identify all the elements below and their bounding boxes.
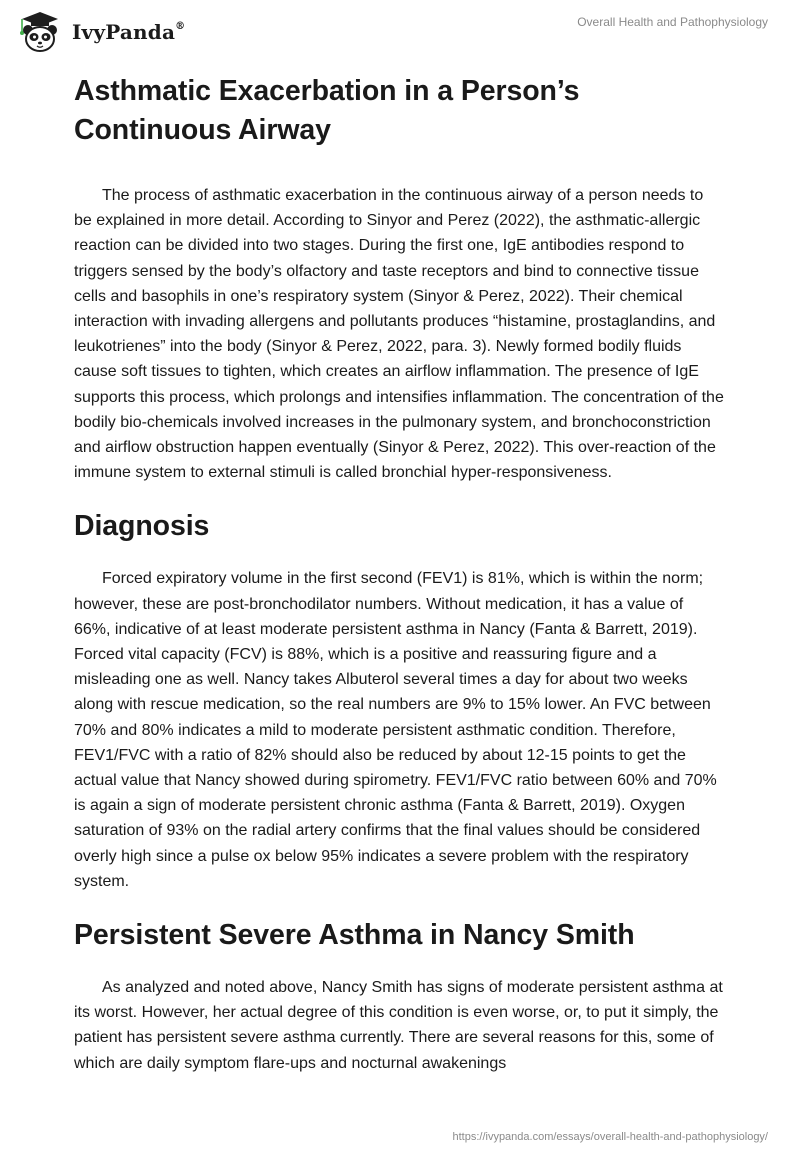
paragraph-diagnosis: Forced expiratory volume in the first second (FEV1) is 81%, which is within the norm; however, these are post-bronchodilator numbers. Without medication, it has a value of 66%, indicative of at least moderate persistent asthma in Nancy (Fanta & Barrett, 2019). Forced vital capacity (FCV) is 88%, which is a positive and reassuring figure and a misleading one as well. Nancy takes Albuterol several times a day for about two weeks along with rescue medication, so the real numbers are 9% to 15% lower. An FVC between 70% and 80% indicates a mild to moderate persistent asthmatic condition. Therefore, FEV1/FVC with a ratio of 82% should also be reduced by about 12-15 points to get the actual value that Nancy showed during spirometry. FEV1/FVC ratio between 60% and 70% is again a sign of moderate persistent chronic asthma (Fanta & Barrett, 2019). Oxygen saturation of 93% on the radial artery confirms that the final values should be considered overly high since a pulse ox below 95% indicates a severe problem with the respiratory system. <box>74 570 717 890</box>
page-header <box>0 0 800 70</box>
running-title: Overall Health and Pathophysiology <box>577 15 768 29</box>
paragraph-persistent-severe-asthma: As analyzed and noted above, Nancy Smith has signs of moderate persistent asthma at its worst. However, her actual degree of this condition is even worse, or, to put it simply, the patient has persistent severe asthma currently. There are several reasons for this, some of which are daily symptom flare-ups and nocturnal awakenings <box>74 979 723 1072</box>
heading-asthmatic-exacerbation: Asthmatic Exacerbation in a Person’s Continuous Airway <box>74 75 580 146</box>
heading-persistent-severe-asthma: Persistent Severe Asthma in Nancy Smith <box>74 919 635 952</box>
source-url-link[interactable]: https://ivypanda.com/essays/overall-health-and-pathophysiology/ <box>452 1131 768 1143</box>
article-body <box>74 72 724 1076</box>
heading-diagnosis: Diagnosis <box>74 510 210 543</box>
logo-wordmark: IvyPanda® <box>72 20 186 44</box>
ivypanda-logo[interactable] <box>14 10 185 54</box>
paragraph-asthmatic-exacerbation: The process of asthmatic exacerbation in the continuous airway of a person needs to be explained in more detail. According to Sinyor and Perez (2022), the asthmatic-allergic reaction can be divided into two stages. During the first one, IgE antibodies respond to triggers sensed by the body’s olfactory and taste receptors and bind to connective tissue cells and basophils in one’s respiratory system (Sinyor & Perez, 2022). Their chemical interaction with invading allergens and pollutants produces “histamine, prostaglandins, and leukotrienes” into the body (Sinyor & Perez, 2022, para. 3). Newly formed bodily fluids cause soft tissues to tighten, which creates an airflow inflammation. The presence of IgE supports this process, which prolongs and intensifies inflammation. The concentration of the bodily bio-chemicals involved increases in the pulmonary system, and bronchoconstriction and airflow obstruction happen eventually (Sinyor & Perez, 2022). This over-reaction of the immune system to external stimuli is called bronchial hyper-responsiveness. <box>74 187 724 482</box>
panda-graduate-icon <box>14 10 66 54</box>
